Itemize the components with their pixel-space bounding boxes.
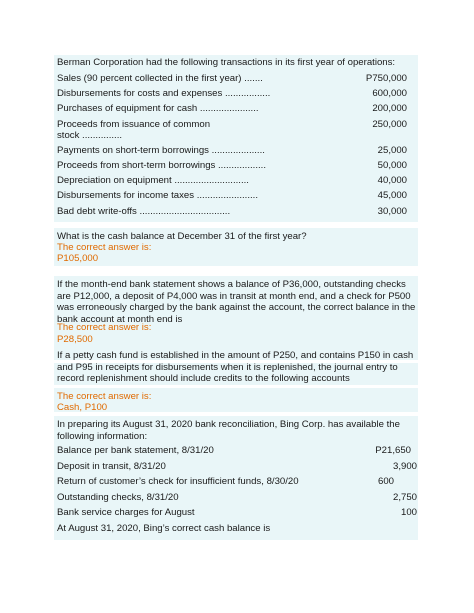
correct-answer: P105,000 [57, 253, 99, 264]
question-intro: In preparing its August 31, 2020 bank reconciliation, Bing Corp. has available the following information: [57, 419, 400, 442]
reconciliation-item-value: 2,750 [392, 492, 417, 503]
reconciliation-item-label: Bank service charges for August [57, 507, 195, 518]
reconciliation-item-label: Balance per bank statement, 8/31/20 [57, 445, 214, 456]
question-text: What is the cash balance at December 31 of the first year? [57, 231, 307, 242]
reconciliation-item-label: Return of customer’s check for insufficient funds, 8/30/20 [57, 476, 299, 487]
question-text: If a petty cash fund is established in the amount of P250, and contains P150 in cash and P95 in receipts for disbursements when it is replenished, the journal entry to record replenishment should include credits to the following accounts [57, 350, 414, 384]
transaction-value: 50,000 [377, 160, 407, 171]
question-text: If the month-end bank statement shows a balance of P36,000, outstanding checks are P12,000, a deposit of P4,000 was in transit at month end, and a check for P500 was erroneously charged by the bank against the account, the correct balance in the bank account at month end is [57, 279, 416, 325]
correct-answer-label: The correct answer is: [57, 242, 152, 253]
transaction-label: Proceeds from short-term borrowings .................. [57, 160, 266, 171]
transaction-label: Disbursements for income taxes ....................... [57, 190, 259, 201]
correct-answer: P28,500 [57, 334, 93, 345]
question-text: At August 31, 2020, Bing’s correct cash balance is [57, 523, 271, 534]
reconciliation-item-value: P21,650 [375, 445, 411, 456]
transaction-value: 25,000 [377, 145, 407, 156]
reconciliation-item-value: 3,900 [392, 461, 417, 472]
transaction-label: Depreciation on equipment ............................ [57, 175, 249, 186]
transaction-value: 45,000 [377, 190, 407, 201]
transaction-value: 250,000 [372, 119, 407, 130]
transaction-label: Payments on short-term borrowings .................... [57, 145, 265, 156]
transaction-label: Disbursements for costs and expenses ................. [57, 88, 271, 99]
correct-answer-label: The correct answer is: [57, 322, 152, 333]
reconciliation-item-label: Outstanding checks, 8/31/20 [57, 492, 179, 503]
reconciliation-item-value: 100 [400, 507, 417, 518]
transaction-value: 40,000 [377, 175, 407, 186]
correct-answer: Cash, P100 [57, 402, 108, 413]
transaction-label: Proceeds from issuance of common [57, 119, 211, 130]
transaction-label: Purchases of equipment for cash ...................... [57, 103, 259, 114]
intro-text: Berman Corporation had the following transactions in its first year of operations: [57, 57, 396, 68]
transaction-value: 600,000 [372, 88, 407, 99]
transaction-label: Bad debt write-offs .................................. [57, 206, 231, 217]
transaction-label-continued: stock ............... [57, 130, 123, 141]
reconciliation-item-value: 600 [377, 476, 394, 487]
transaction-value: P750,000 [365, 73, 407, 84]
transaction-value: 200,000 [372, 103, 407, 114]
correct-answer-label: The correct answer is: [57, 391, 152, 402]
reconciliation-item-label: Deposit in transit, 8/31/20 [57, 461, 166, 472]
transaction-value: 30,000 [377, 206, 407, 217]
transaction-label: Sales (90 percent collected in the first year) ....... [57, 73, 263, 84]
